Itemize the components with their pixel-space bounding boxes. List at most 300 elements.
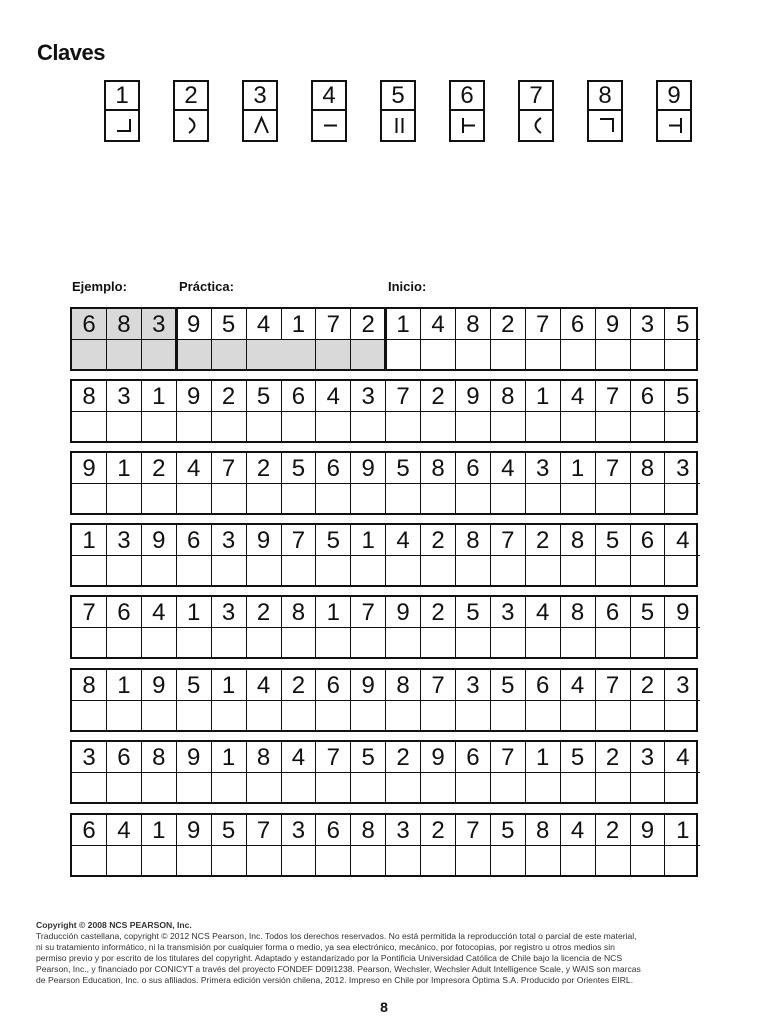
answer-box[interactable] bbox=[456, 846, 491, 875]
answer-box[interactable] bbox=[630, 556, 665, 585]
stimulus-digit: 9 bbox=[142, 525, 177, 556]
stimulus-digit: 7 bbox=[421, 670, 456, 701]
answer-box[interactable] bbox=[247, 773, 282, 802]
answer-box[interactable] bbox=[421, 773, 456, 802]
stimulus-digit: 9 bbox=[630, 815, 665, 846]
answer-box[interactable] bbox=[665, 412, 700, 441]
stimulus-digit: 1 bbox=[212, 742, 247, 773]
stimulus-digit: 2 bbox=[212, 381, 247, 412]
stimulus-digit: 3 bbox=[72, 742, 107, 773]
answer-box[interactable] bbox=[247, 846, 282, 875]
stimulus-digit: 1 bbox=[107, 453, 142, 484]
answer-box[interactable] bbox=[561, 846, 596, 875]
answer-box[interactable] bbox=[247, 412, 282, 441]
stimulus-digit: 1 bbox=[526, 381, 561, 412]
key-number: 5 bbox=[382, 82, 414, 111]
answer-box[interactable] bbox=[491, 846, 526, 875]
stimulus-digit: 8 bbox=[561, 597, 596, 628]
answer-box[interactable] bbox=[212, 846, 247, 875]
key-symbol-caret-up-icon bbox=[244, 111, 276, 140]
test-row bbox=[70, 813, 698, 877]
answer-box[interactable] bbox=[665, 773, 700, 802]
stimulus-digit: 9 bbox=[386, 597, 421, 628]
answer-box[interactable] bbox=[421, 484, 456, 513]
answer-box[interactable] bbox=[421, 701, 456, 730]
answer-box[interactable] bbox=[107, 846, 142, 875]
answer-box[interactable] bbox=[386, 412, 421, 441]
stimulus-digit: 1 bbox=[142, 815, 177, 846]
test-row bbox=[70, 523, 698, 587]
stimulus-digit: 9 bbox=[72, 453, 107, 484]
answer-box[interactable] bbox=[177, 340, 212, 369]
stimulus-digit: 2 bbox=[247, 597, 282, 628]
answer-box[interactable] bbox=[386, 846, 421, 875]
answer-box[interactable] bbox=[107, 701, 142, 730]
answer-box[interactable] bbox=[281, 773, 316, 802]
answer-box[interactable] bbox=[561, 484, 596, 513]
answer-box[interactable] bbox=[72, 628, 107, 657]
stimulus-digit: 6 bbox=[456, 742, 491, 773]
answer-box[interactable] bbox=[456, 340, 491, 369]
key-symbol-top-right-corner-icon bbox=[589, 111, 621, 140]
stimulus-digit: 7 bbox=[212, 453, 247, 484]
answer-box[interactable] bbox=[596, 846, 631, 875]
stimulus-digit: 7 bbox=[596, 453, 631, 484]
answer-box[interactable] bbox=[107, 556, 142, 585]
stimulus-digit: 6 bbox=[107, 742, 142, 773]
stimulus-digit: 7 bbox=[247, 815, 282, 846]
answer-box[interactable] bbox=[596, 773, 631, 802]
copyright-heading: Copyright © 2008 NCS PEARSON, Inc. bbox=[36, 920, 192, 930]
stimulus-digit: 4 bbox=[247, 309, 282, 340]
answer-box[interactable] bbox=[596, 412, 631, 441]
test-row bbox=[70, 379, 698, 443]
stimulus-digit: 7 bbox=[491, 525, 526, 556]
answer-box[interactable] bbox=[177, 773, 212, 802]
stimulus-digit: 4 bbox=[177, 453, 212, 484]
answer-box[interactable] bbox=[596, 556, 631, 585]
key-number: 2 bbox=[175, 82, 207, 111]
answer-box[interactable] bbox=[665, 701, 700, 730]
stimulus-digit: 9 bbox=[596, 309, 631, 340]
stimulus-digit: 9 bbox=[421, 742, 456, 773]
answer-box[interactable] bbox=[212, 556, 247, 585]
answer-box[interactable] bbox=[107, 412, 142, 441]
answer-box[interactable] bbox=[351, 484, 386, 513]
answer-box[interactable] bbox=[421, 846, 456, 875]
answer-box[interactable] bbox=[142, 412, 177, 441]
answer-box[interactable] bbox=[316, 773, 351, 802]
key-box bbox=[311, 80, 347, 142]
stimulus-digit: 2 bbox=[421, 815, 456, 846]
answer-box[interactable] bbox=[526, 628, 561, 657]
answer-box[interactable] bbox=[316, 412, 351, 441]
answer-box[interactable] bbox=[281, 484, 316, 513]
answer-box[interactable] bbox=[281, 556, 316, 585]
key-number: 7 bbox=[520, 82, 552, 111]
answer-box[interactable] bbox=[351, 701, 386, 730]
answer-box[interactable] bbox=[281, 628, 316, 657]
answer-box[interactable] bbox=[596, 628, 631, 657]
answer-box[interactable] bbox=[72, 846, 107, 875]
stimulus-digit: 2 bbox=[491, 309, 526, 340]
stimulus-digit: 9 bbox=[177, 309, 212, 340]
stimulus-digit: 6 bbox=[456, 453, 491, 484]
stimulus-digit: 6 bbox=[281, 381, 316, 412]
stimulus-digit: 2 bbox=[526, 525, 561, 556]
answer-box[interactable] bbox=[491, 773, 526, 802]
stimulus-digit: 4 bbox=[561, 815, 596, 846]
stimulus-digit: 2 bbox=[386, 742, 421, 773]
stimulus-digit: 1 bbox=[386, 309, 421, 340]
answer-box[interactable] bbox=[665, 340, 700, 369]
answer-box[interactable] bbox=[561, 412, 596, 441]
answer-box[interactable] bbox=[386, 556, 421, 585]
answer-box[interactable] bbox=[456, 628, 491, 657]
answer-box[interactable] bbox=[491, 628, 526, 657]
answer-box[interactable] bbox=[316, 846, 351, 875]
stimulus-digit: 4 bbox=[491, 453, 526, 484]
key-box bbox=[380, 80, 416, 142]
answer-box[interactable] bbox=[247, 484, 282, 513]
stimulus-digit: 3 bbox=[212, 525, 247, 556]
answer-box[interactable] bbox=[456, 773, 491, 802]
stimulus-digit: 5 bbox=[630, 597, 665, 628]
copyright-notice bbox=[36, 920, 736, 987]
stimulus-digit: 3 bbox=[351, 381, 386, 412]
stimulus-digit: 1 bbox=[177, 597, 212, 628]
stimulus-digit: 3 bbox=[456, 670, 491, 701]
answer-box[interactable] bbox=[212, 340, 247, 369]
answer-box[interactable] bbox=[281, 340, 316, 369]
stimulus-digit: 8 bbox=[421, 453, 456, 484]
answer-box[interactable] bbox=[107, 628, 142, 657]
answer-box[interactable] bbox=[351, 773, 386, 802]
answer-box[interactable] bbox=[107, 484, 142, 513]
answer-box[interactable] bbox=[630, 773, 665, 802]
stimulus-digit: 1 bbox=[665, 815, 700, 846]
answer-box[interactable] bbox=[72, 701, 107, 730]
page-number: 8 bbox=[380, 999, 388, 1015]
stimulus-digit: 6 bbox=[316, 815, 351, 846]
stimulus-digit: 8 bbox=[107, 309, 142, 340]
answer-box[interactable] bbox=[596, 484, 631, 513]
stimulus-digit: 8 bbox=[142, 742, 177, 773]
practice-label: Práctica: bbox=[179, 279, 234, 294]
answer-box[interactable] bbox=[665, 846, 700, 875]
answer-box[interactable] bbox=[316, 556, 351, 585]
answer-box[interactable] bbox=[630, 846, 665, 875]
stimulus-digit: 3 bbox=[142, 309, 177, 340]
stimulus-digit: 8 bbox=[456, 525, 491, 556]
answer-box[interactable] bbox=[247, 701, 282, 730]
stimulus-digit: 9 bbox=[142, 670, 177, 701]
stimulus-digit: 5 bbox=[212, 309, 247, 340]
answer-box[interactable] bbox=[247, 556, 282, 585]
answer-box[interactable] bbox=[526, 773, 561, 802]
answer-box[interactable] bbox=[491, 484, 526, 513]
stimulus-digit: 7 bbox=[316, 309, 351, 340]
key-box bbox=[173, 80, 209, 142]
stimulus-digit: 5 bbox=[177, 670, 212, 701]
start-label: Inicio: bbox=[388, 279, 427, 294]
answer-box[interactable] bbox=[491, 556, 526, 585]
stimulus-digit: 6 bbox=[630, 525, 665, 556]
answer-box[interactable] bbox=[526, 412, 561, 441]
stimulus-digit: 2 bbox=[142, 453, 177, 484]
stimulus-digit: 5 bbox=[386, 453, 421, 484]
answer-box[interactable] bbox=[386, 773, 421, 802]
stimulus-digit: 7 bbox=[526, 309, 561, 340]
example-label: Ejemplo: bbox=[72, 279, 127, 294]
stimulus-digit: 2 bbox=[421, 597, 456, 628]
answer-box[interactable] bbox=[177, 701, 212, 730]
key-symbol-left-paren-icon bbox=[520, 111, 552, 140]
stimulus-digit: 6 bbox=[630, 381, 665, 412]
copyright-line: permiso previo y por escrito de los titulares del copyright. Adaptado y estandarizado por la Pontificia Universidad Católica de Chile bajo la licencia de NCS bbox=[36, 953, 623, 964]
copyright-line: Traducción castellana, copyright © 2012 NCS Pearson, Inc. Todos los derechos reservados. No está permitida la reproducción total o parcial de este material, bbox=[36, 931, 637, 942]
answer-box[interactable] bbox=[351, 846, 386, 875]
stimulus-digit: 9 bbox=[351, 453, 386, 484]
stimulus-digit: 4 bbox=[561, 670, 596, 701]
answer-box[interactable] bbox=[72, 556, 107, 585]
answer-box[interactable] bbox=[316, 701, 351, 730]
stimulus-digit: 5 bbox=[316, 525, 351, 556]
answer-box[interactable] bbox=[386, 340, 421, 369]
answer-box[interactable] bbox=[386, 484, 421, 513]
stimulus-digit: 7 bbox=[281, 525, 316, 556]
answer-box[interactable] bbox=[421, 556, 456, 585]
stimulus-digit: 5 bbox=[665, 381, 700, 412]
stimulus-digit: 2 bbox=[351, 309, 386, 340]
stimulus-digit: 3 bbox=[630, 309, 665, 340]
stimulus-digit: 2 bbox=[421, 381, 456, 412]
answer-box[interactable] bbox=[177, 556, 212, 585]
answer-box[interactable] bbox=[630, 628, 665, 657]
answer-box[interactable] bbox=[456, 484, 491, 513]
key-box bbox=[656, 80, 692, 142]
answer-box[interactable] bbox=[72, 412, 107, 441]
answer-box[interactable] bbox=[665, 628, 700, 657]
section-divider bbox=[384, 309, 387, 369]
answer-box[interactable] bbox=[212, 412, 247, 441]
answer-box[interactable] bbox=[526, 701, 561, 730]
answer-box[interactable] bbox=[281, 846, 316, 875]
answer-box[interactable] bbox=[630, 412, 665, 441]
stimulus-digit: 6 bbox=[72, 309, 107, 340]
key-box bbox=[104, 80, 140, 142]
key-symbol-t-bar-right-icon bbox=[451, 111, 483, 140]
answer-box[interactable] bbox=[526, 556, 561, 585]
stimulus-digit: 4 bbox=[561, 381, 596, 412]
answer-box[interactable] bbox=[177, 846, 212, 875]
key-number: 3 bbox=[244, 82, 276, 111]
stimulus-digit: 7 bbox=[351, 597, 386, 628]
stimulus-digit: 6 bbox=[316, 453, 351, 484]
stimulus-digit: 5 bbox=[561, 742, 596, 773]
test-row bbox=[70, 595, 698, 659]
answer-box[interactable] bbox=[142, 846, 177, 875]
stimulus-digit: 6 bbox=[561, 309, 596, 340]
stimulus-digit: 7 bbox=[316, 742, 351, 773]
answer-box[interactable] bbox=[421, 412, 456, 441]
answer-box[interactable] bbox=[630, 484, 665, 513]
stimulus-digit: 3 bbox=[107, 381, 142, 412]
stimulus-digit: 8 bbox=[72, 670, 107, 701]
stimulus-digit: 8 bbox=[561, 525, 596, 556]
answer-box[interactable] bbox=[142, 701, 177, 730]
stimulus-digit: 5 bbox=[491, 815, 526, 846]
stimulus-digit: 3 bbox=[665, 453, 700, 484]
answer-box[interactable] bbox=[351, 412, 386, 441]
stimulus-digit: 3 bbox=[212, 597, 247, 628]
answer-box[interactable] bbox=[630, 340, 665, 369]
key-number: 6 bbox=[451, 82, 483, 111]
answer-box[interactable] bbox=[142, 773, 177, 802]
stimulus-digit: 1 bbox=[212, 670, 247, 701]
stimulus-digit: 3 bbox=[107, 525, 142, 556]
stimulus-digit: 5 bbox=[491, 670, 526, 701]
stimulus-digit: 3 bbox=[386, 815, 421, 846]
answer-box[interactable] bbox=[596, 701, 631, 730]
answer-box[interactable] bbox=[107, 773, 142, 802]
stimulus-digit: 6 bbox=[72, 815, 107, 846]
answer-box[interactable] bbox=[177, 628, 212, 657]
stimulus-digit: 9 bbox=[456, 381, 491, 412]
answer-box[interactable] bbox=[351, 340, 386, 369]
answer-box[interactable] bbox=[351, 556, 386, 585]
stimulus-digit: 5 bbox=[596, 525, 631, 556]
stimulus-digit: 4 bbox=[107, 815, 142, 846]
test-row bbox=[70, 668, 698, 732]
stimulus-digit: 4 bbox=[281, 742, 316, 773]
stimulus-digit: 9 bbox=[177, 815, 212, 846]
answer-box[interactable] bbox=[665, 484, 700, 513]
stimulus-digit: 3 bbox=[526, 453, 561, 484]
copyright-line: ni su tratamiento informático, ni la transmisión por cualquier forma o medio, ya sea electrónico, mecánico, por fotocopias, por registro u otros medios sin bbox=[36, 942, 615, 953]
stimulus-digit: 4 bbox=[142, 597, 177, 628]
answer-box[interactable] bbox=[72, 340, 107, 369]
stimulus-digit: 6 bbox=[526, 670, 561, 701]
stimulus-digit: 1 bbox=[142, 381, 177, 412]
answer-box[interactable] bbox=[281, 701, 316, 730]
answer-box[interactable] bbox=[456, 701, 491, 730]
stimulus-digit: 4 bbox=[526, 597, 561, 628]
answer-box[interactable] bbox=[107, 340, 142, 369]
stimulus-digit: 2 bbox=[281, 670, 316, 701]
stimulus-digit: 5 bbox=[351, 742, 386, 773]
answer-box[interactable] bbox=[142, 340, 177, 369]
stimulus-digit: 4 bbox=[421, 309, 456, 340]
stimulus-digit: 4 bbox=[665, 525, 700, 556]
answer-box[interactable] bbox=[561, 340, 596, 369]
stimulus-digit: 1 bbox=[351, 525, 386, 556]
key-number: 8 bbox=[589, 82, 621, 111]
stimulus-digit: 2 bbox=[630, 670, 665, 701]
answer-box[interactable] bbox=[247, 340, 282, 369]
answer-box[interactable] bbox=[491, 701, 526, 730]
stimulus-digit: 1 bbox=[107, 670, 142, 701]
answer-box[interactable] bbox=[665, 556, 700, 585]
answer-box[interactable] bbox=[177, 484, 212, 513]
key-symbol-double-bar-icon bbox=[382, 111, 414, 140]
stimulus-digit: 5 bbox=[281, 453, 316, 484]
answer-box[interactable] bbox=[212, 628, 247, 657]
answer-box[interactable] bbox=[526, 484, 561, 513]
stimulus-digit: 7 bbox=[596, 381, 631, 412]
stimulus-digit: 8 bbox=[526, 815, 561, 846]
answer-box[interactable] bbox=[526, 846, 561, 875]
answer-box[interactable] bbox=[491, 340, 526, 369]
key-number: 4 bbox=[313, 82, 345, 111]
key-box bbox=[449, 80, 485, 142]
answer-box[interactable] bbox=[212, 773, 247, 802]
answer-box[interactable] bbox=[212, 484, 247, 513]
key-symbol-t-bar-left-icon bbox=[658, 111, 690, 140]
key-box bbox=[518, 80, 554, 142]
answer-box[interactable] bbox=[281, 412, 316, 441]
answer-box[interactable] bbox=[316, 628, 351, 657]
answer-box[interactable] bbox=[421, 628, 456, 657]
answer-box[interactable] bbox=[491, 412, 526, 441]
stimulus-digit: 8 bbox=[456, 309, 491, 340]
stimulus-digit: 8 bbox=[281, 597, 316, 628]
answer-box[interactable] bbox=[456, 412, 491, 441]
answer-box[interactable] bbox=[351, 628, 386, 657]
answer-box[interactable] bbox=[142, 484, 177, 513]
page-title: Claves bbox=[37, 40, 105, 65]
stimulus-digit: 3 bbox=[630, 742, 665, 773]
stimulus-digit: 1 bbox=[72, 525, 107, 556]
answer-box[interactable] bbox=[596, 340, 631, 369]
answer-box[interactable] bbox=[247, 628, 282, 657]
answer-box[interactable] bbox=[386, 701, 421, 730]
stimulus-digit: 5 bbox=[456, 597, 491, 628]
stimulus-digit: 1 bbox=[316, 597, 351, 628]
stimulus-digit: 6 bbox=[107, 597, 142, 628]
answer-box[interactable] bbox=[212, 701, 247, 730]
section-divider bbox=[175, 309, 178, 369]
stimulus-digit: 6 bbox=[316, 670, 351, 701]
copyright-line: Pearson, Inc., y financiado por CONICYT a través del proyecto FONDEF D09I1238. Pearson, Wechsler, Wechsler Adult Intelligence Scale, y WAIS son marcas bbox=[36, 964, 641, 975]
stimulus-digit: 7 bbox=[72, 597, 107, 628]
stimulus-digit: 1 bbox=[526, 742, 561, 773]
stimulus-digit: 7 bbox=[386, 381, 421, 412]
answer-box[interactable] bbox=[72, 773, 107, 802]
answer-box[interactable] bbox=[561, 773, 596, 802]
stimulus-digit: 4 bbox=[386, 525, 421, 556]
answer-box[interactable] bbox=[386, 628, 421, 657]
answer-box[interactable] bbox=[630, 701, 665, 730]
answer-box[interactable] bbox=[561, 628, 596, 657]
answer-box[interactable] bbox=[142, 556, 177, 585]
answer-box[interactable] bbox=[316, 340, 351, 369]
answer-box[interactable] bbox=[72, 484, 107, 513]
key-box bbox=[587, 80, 623, 142]
answer-box[interactable] bbox=[526, 340, 561, 369]
answer-box[interactable] bbox=[142, 628, 177, 657]
answer-box[interactable] bbox=[421, 340, 456, 369]
answer-box[interactable] bbox=[177, 412, 212, 441]
stimulus-digit: 2 bbox=[421, 525, 456, 556]
key-symbol-dash-icon bbox=[313, 111, 345, 140]
stimulus-digit: 8 bbox=[386, 670, 421, 701]
answer-box[interactable] bbox=[316, 484, 351, 513]
answer-box[interactable] bbox=[561, 701, 596, 730]
answer-box[interactable] bbox=[456, 556, 491, 585]
stimulus-digit: 5 bbox=[247, 381, 282, 412]
answer-box[interactable] bbox=[561, 556, 596, 585]
